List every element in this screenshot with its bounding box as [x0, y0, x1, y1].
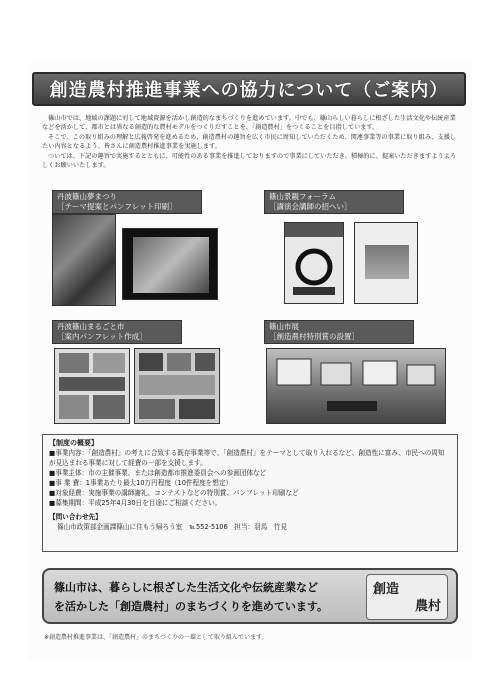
forum-poster-graphic — [285, 223, 343, 303]
overview-item: ■事 業 費：1事業あたり最大10万円程度（10件程度を想定） — [49, 479, 233, 487]
overview-item: ■募集期間：平成25年4月30日を目途にご相談ください。 — [49, 499, 222, 507]
panel-subtitle: ［案内パンフレット作成］ — [57, 332, 147, 341]
intro-paragraph: ついては、下記の趣旨で実施するとともに、可能性のある事業を推進しておりますので事業にしていただき、積極的に、提案いただきますようよろしくお願いいたします。 — [42, 153, 457, 169]
title-banner — [32, 72, 466, 106]
panel-subtitle: ［講演会講師の招へい］ — [269, 202, 352, 211]
overview-item: ■対象経費：実施事業の講師謝礼、コンテストなどの特別賞、パンフレット印刷など — [49, 489, 299, 497]
slogan-banner — [42, 568, 458, 624]
market-pamphlet-photo — [54, 348, 130, 424]
page-title: 創造農村推進事業への協力について（ご案内） — [49, 80, 449, 101]
contact-header: 【問い合わせ先】 — [49, 513, 102, 521]
panel-title: 篠山景観フォーラム — [269, 192, 337, 201]
panel-label-exhibition — [264, 320, 414, 344]
market-pamphlet-graphic — [55, 349, 129, 423]
souzou-nouson-logo — [366, 574, 448, 620]
panel-label-festival — [52, 190, 202, 214]
panel-subtitle: ［創造農村特別賞の設置］ — [269, 332, 359, 341]
flyer-page — [28, 62, 472, 660]
contact-info: 篠山市政策部企画課篠山に住もう帰ろう室 ℡552-5106 担当：羽馬 竹見 — [57, 523, 288, 531]
forum-poster-photo — [284, 222, 344, 304]
overview-item: ■事業内容：「創造農村」の考えに合致する既存事業等で、「創造農村」をテーマとして取り入れるなど、創造性に富み、市民への周知が見込まれる事業に対して経費の一部を支援します。 — [49, 449, 445, 467]
festival-poster-photo — [52, 214, 116, 306]
program-overview-box — [42, 434, 458, 552]
overview-header: 【制度の概要】 — [49, 439, 98, 447]
overview-item: ■事業主体：市の主催事業、または創造都市推進委員会への参画団体など — [49, 469, 267, 477]
intro-text — [42, 114, 458, 171]
intro-paragraph: 篠山市では、地域の課題に対して地域資源を活かし創造的なまちづくりを進めています。中でも、篠山らしい暮らしに根ざした生活文化や伝統産業などを活かして、都市とは異なる創造的な農村モデルをつくりだすことを、「創造農村」をつくることを目指しています。 — [42, 115, 456, 131]
footnote: ※創造農村推進事業は、「創造農村」のまちづくりの一環として取り組んでいます。 — [44, 634, 268, 641]
market-map-photo — [134, 348, 220, 424]
slogan-text — [54, 578, 354, 616]
panel-label-forum — [264, 190, 404, 214]
festival-pamphlet-photo — [122, 228, 218, 300]
panel-label-market — [52, 320, 182, 344]
logo-text: 農村 — [414, 599, 441, 614]
slogan-line: 篠山市は、暮らしに根ざした生活文化や伝統産業など — [54, 581, 318, 594]
slogan-line: を活かした「創造農村」のまちづくりを進めています。 — [54, 600, 329, 613]
panel-title: 篠山市展 — [269, 322, 299, 331]
intro-paragraph: そこで、この取り組みの理解と広報啓発を進めるため、創造農村の趣旨を広く市民に周知していただくため、関連事業等の事業に取り組み、支援したい内容となるよう、皆さんに創造農村推進事業を実施します。 — [42, 134, 457, 150]
market-map-graphic — [135, 349, 219, 423]
exhibition-hall-graphic — [267, 349, 445, 423]
panel-title: 丹波篠山夢まつり — [57, 192, 117, 201]
forum-flyer-photo — [354, 222, 418, 304]
exhibition-hall-photo — [266, 348, 446, 424]
panel-subtitle: ［テーマ提案とパンフレット印刷］ — [57, 202, 177, 211]
panel-title: 丹波篠山まるごと市 — [57, 322, 125, 331]
logo-text: 創造 — [373, 582, 400, 597]
